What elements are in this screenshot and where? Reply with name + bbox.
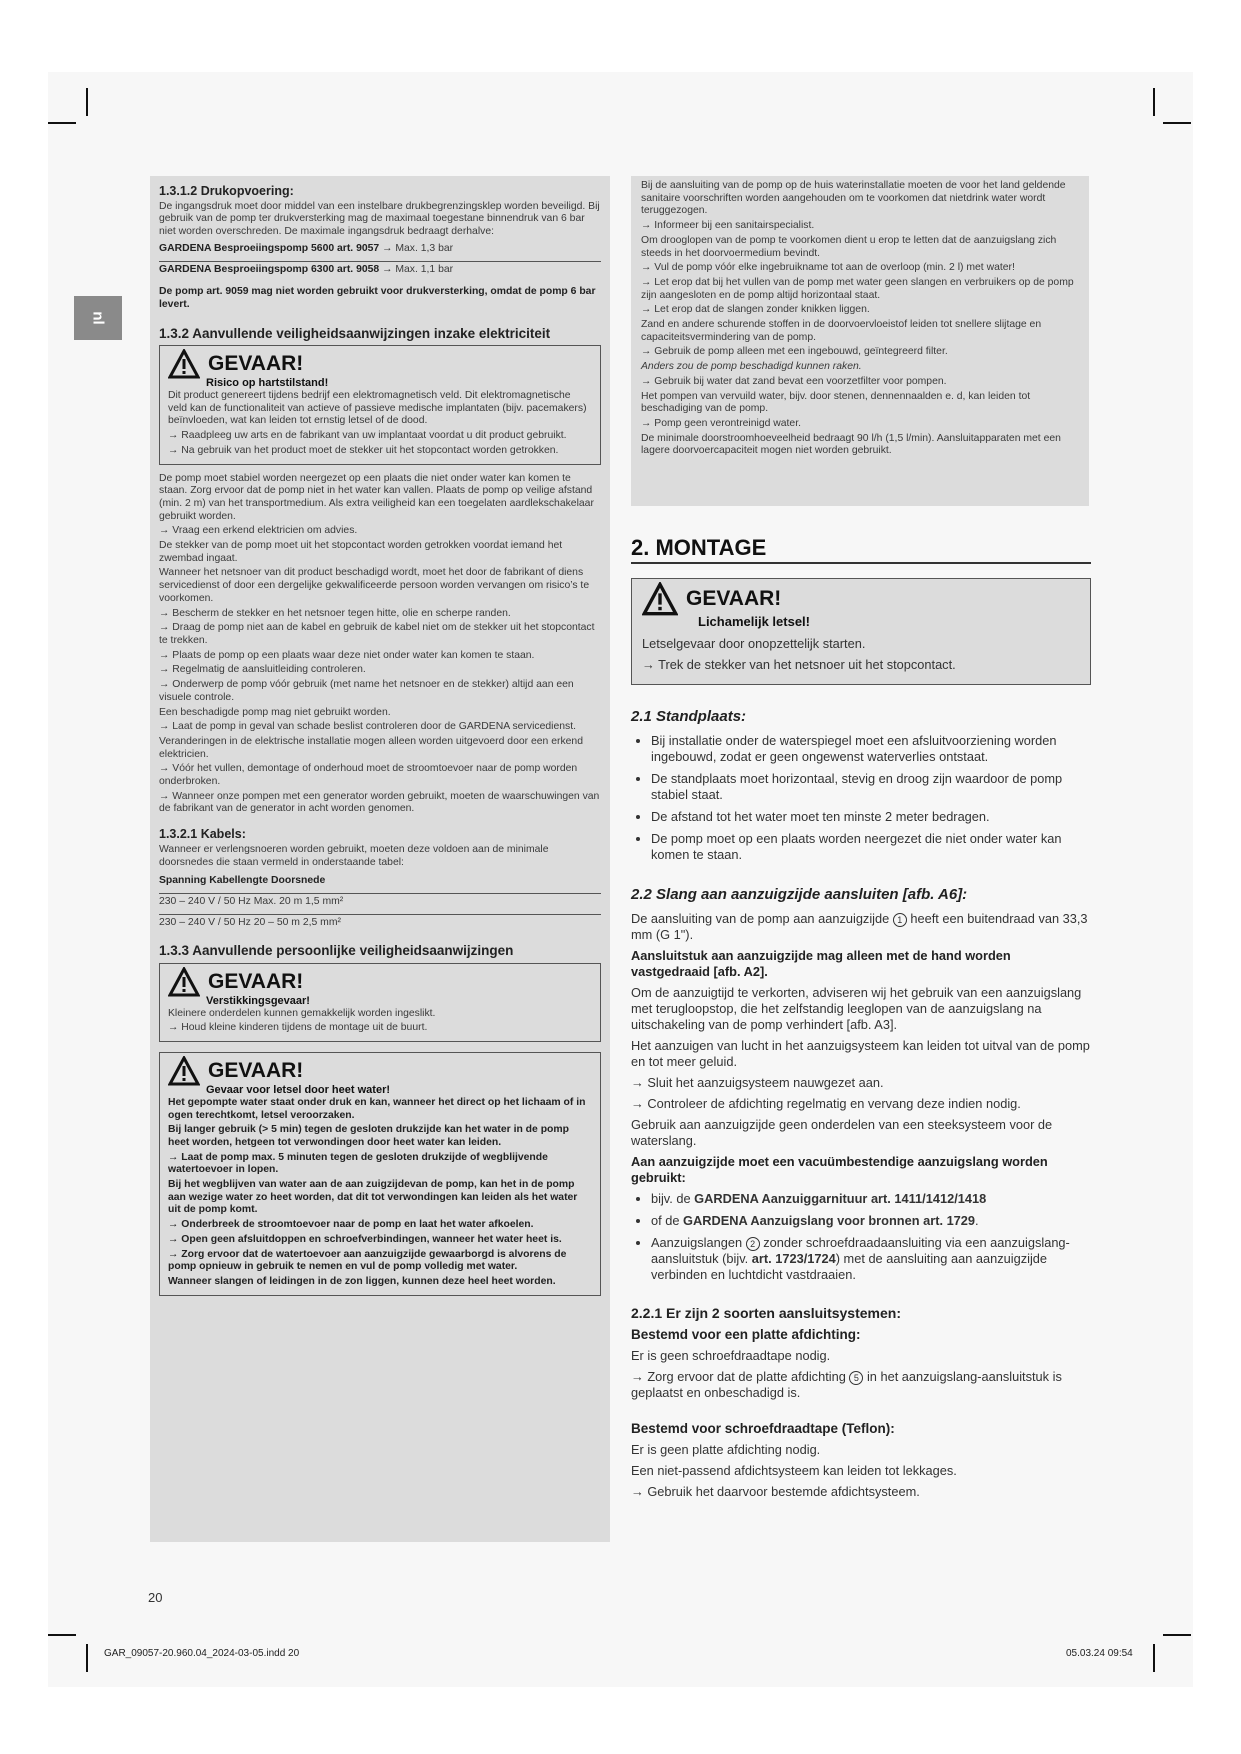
paragraph: Kleinere onderdelen kunnen gemakkelijk worden ingeslikt.	[168, 1007, 436, 1019]
instruction: → Raadpleeg uw arts en de fabrikant van uw implantaat voordat u dit product gebruikt.	[168, 430, 567, 442]
right-info-box	[631, 176, 1089, 506]
instruction: → Controleer de afdichting regelmatig en vervang deze indien nodig.	[631, 1096, 1021, 1111]
bullet-list	[631, 1191, 1091, 1283]
list-item: • bijv. de GARDENA Aanzuiggarnituur art. 1411/1412/1418	[651, 1191, 1091, 1207]
paragraph: Zand en andere schurende stoffen in de doorvoervloeistof leiden tot snellere slijtage en capaciteitsvermindering van de pomp.	[641, 319, 1042, 343]
instruction: → Houd kleine kinderen tijdens de montage uit de buurt.	[168, 1022, 428, 1034]
danger-title: GEVAAR!	[208, 352, 304, 376]
instruction: → Sluit het aanzuigsysteem nauwgezet aan.	[631, 1075, 884, 1090]
paragraph: De aansluiting van de pomp aan aanzuigzijde 1 heeft een buitendraad van 33,3 mm (G 1").	[631, 911, 1088, 942]
paragraph: Het gepompte water staat onder druk en kan, wanneer het direct op het lichaam of in ogen terechtkomt, letsel veroorzaken.	[168, 1096, 586, 1121]
instruction: → Draag de pomp niet aan de kabel en gebruik de kabel niet om de stekker uit het stopcontact te trekken.	[159, 622, 595, 646]
subsection-title: Bestemd voor schroefdraadtape (Teflon):	[631, 1421, 895, 1436]
section-title: 1.3.3 Aanvullende persoonlijke veiligheidsaanwijzingen	[159, 943, 514, 959]
danger-box	[159, 345, 601, 464]
section-title: 1.3.1.2 Drukopvoering:	[159, 184, 294, 198]
danger-box	[159, 1052, 601, 1296]
paragraph: Wanneer het netsnoer van dit product beschadigd wordt, moet het door de fabrikant of diens servicedienst of door een dergelijke gekwalificeerde persoon worden vervangen om risico’s te voorkomen.	[159, 567, 590, 604]
list-item: • De standplaats moet horizontaal, stevig en droog zijn waardoor de pomp stabiel staat.	[651, 771, 1091, 803]
warning-icon	[168, 967, 200, 997]
crop-mark	[48, 1634, 76, 1636]
instruction: → Informeer bij een sanitairspecialist.	[641, 220, 815, 232]
instruction: → Laat de pomp in geval van schade beslist controleren door de GARDENA servicedienst.	[159, 721, 577, 733]
paragraph: Gebruik aan aanzuigzijde geen onderdelen van een steeksysteem voor de waterslang.	[631, 1117, 1053, 1148]
instruction: → Trek de stekker van het netsnoer uit het stopcontact.	[642, 657, 956, 672]
list-item: • of de GARDENA Aanzuigslang voor bronnen art. 1729.	[651, 1213, 1091, 1229]
instruction: → Laat de pomp max. 5 minuten tegen de gesloten drukzijde of wegblijvende watertoevoer in lopen.	[168, 1151, 548, 1176]
list-item: • De pomp moet op een plaats worden neergezet die niet onder water kan komen te staan.	[651, 831, 1091, 863]
paragraph: Dit product genereert tijdens bedrijf een elektromagnetisch veld. Dit elektromagnetische veld kan de functionaliteit van actieve of passieve medische implantaten (bijv. pacemakers) beïnvloeden, wat kan leiden tot ernstig letsel of de dood.	[168, 390, 587, 427]
danger-subtitle: Risico op hartstilstand!	[206, 377, 329, 390]
section-title: 2.1 Standplaats:	[631, 708, 747, 725]
paragraph: De ingangsdruk moet door middel van een instelbare drukbegrenzingsklep worden beveiligd. Bij gebruik van de pomp ter drukversterking mag de maximaal toegestane binnendruk van 6 bar niet worden overschreden. De maximale ingangsdruk bedraagt derhalve:	[159, 200, 600, 238]
paragraph: Om drooglopen van de pomp te voorkomen dient u erop te letten dat de aanzuigslang zich steeds in het doorvoermedium bevindt.	[641, 234, 1057, 259]
paragraph: Om de aanzuigtijd te verkorten, adviseren wij het gebruik van een aanzuigslang met terugloopstop, die het zelfstandig leeglopen van de aanzuigslang na uitschakeling van de pomp verhindert [afb. A3].	[631, 985, 1082, 1032]
pump-spec: GARDENA Besproeiingspomp 6300 art. 9058 → Max. 1,1 bar	[159, 263, 454, 275]
paragraph: De stekker van de pomp moet uit het stopcontact worden getrokken voordat iemand het zwembad ingaat.	[159, 540, 563, 564]
paragraph: Er is geen platte afdichting nodig.	[631, 1442, 821, 1457]
language-tab: nl	[74, 296, 122, 340]
instruction: → Onderbreek de stroomtoevoer naar de pomp en laat het water afkoelen.	[168, 1219, 534, 1231]
instruction: → Zorg ervoor dat de platte afdichting 5 in het aanzuigslang-aansluitstuk is geplaatst en onbeschadigd is.	[631, 1369, 1062, 1400]
paragraph: Aansluitstuk aan aanzuigzijde mag alleen met de hand worden vastgedraaid [afb. A2].	[631, 948, 1011, 979]
callout-marker: 5	[849, 1371, 863, 1385]
instruction: → Plaats de pomp op een plaats waar deze niet onder water kan komen te staan.	[159, 649, 535, 661]
instruction: → Vul de pomp vóór elke ingebruikname tot aan de overloop (min. 2 l) met water!	[641, 262, 1015, 274]
paragraph: Wanneer er verlengsnoeren worden gebruikt, moeten deze voldoen aan de minimale doorsnedes die staan vermeld in onderstaande tabel:	[159, 843, 549, 868]
paragraph: Een beschadigde pomp mag niet gebruikt worden.	[159, 706, 391, 718]
instruction: → Open geen afsluitdoppen en schroefverbindingen, wanneer het water heet is.	[168, 1233, 562, 1245]
section-title: 1.3.2.1 Kabels:	[159, 827, 246, 842]
pump-spec: GARDENA Besproeiingspomp 5600 art. 9057 → Max. 1,3 bar	[159, 243, 601, 262]
table-row: 230 – 240 V / 50 Hz Max. 20 m 1,5 mm²	[159, 896, 601, 915]
warning-icon	[642, 582, 678, 616]
danger-box	[631, 578, 1091, 685]
paragraph: De pomp moet stabiel worden neergezet op een plaats die niet onder water kan komen te staan. Zorg ervoor dat de pomp niet in het water kan vallen. Plaats de pomp op veilige afstand (min. 2 m) van het transportmedium. Als extra veiligheid kan een toegelaten aardlekschakelaar gebruikt worden.	[159, 472, 594, 522]
paragraph: Veranderingen in de elektrische installatie mogen alleen worden uitgevoerd door een erkend elektricien.	[159, 735, 583, 760]
crop-mark	[86, 88, 88, 116]
list-item: • De afstand tot het water moet ten minste 2 meter bedragen.	[651, 809, 1091, 825]
instruction: → Na gebruik van het product moet de stekker uit het stopcontact worden getrokken.	[168, 444, 559, 456]
list-item: • Aanzuigslangen 2 zonder schroefdraadaansluiting via een aanzuigslang-aansluitstuk (bijv. art. 1723/1724) met de aansluiting aan aanzuigzijde verbinden en luchtdicht vastdraaien.	[651, 1235, 1091, 1283]
warning-icon	[168, 1056, 200, 1086]
paragraph: Er is geen schroefdraadtape nodig.	[631, 1348, 831, 1363]
bullet-list	[631, 733, 1091, 863]
crop-mark	[1163, 1634, 1191, 1636]
instruction: → Zorg ervoor dat de watertoevoer aan aanzuigzijde gewaarborgd is alvorens de pomp opnieuw in gebruik te nemen en vul de pomp volledig met water.	[168, 1248, 567, 1273]
crop-mark	[86, 1644, 88, 1672]
footer-file: GAR_09057-20.960.04_2024-03-05.indd 20	[104, 1648, 300, 1659]
callout-marker: 2	[746, 1237, 760, 1251]
paragraph: Het pompen van vervuild water, bijv. door stenen, dennennaalden e. d, kan leiden tot beschadiging van de pomp.	[641, 390, 1031, 415]
crop-mark	[1153, 1644, 1155, 1672]
instruction: → Onderwerp de pomp vóór gebruik (met name het netsnoer en de stekker) altijd aan een visuele controle.	[159, 679, 574, 703]
danger-title: GEVAAR!	[208, 970, 304, 994]
danger-title: GEVAAR!	[208, 1059, 304, 1083]
footer-date: 05.03.24 09:54	[1066, 1648, 1133, 1659]
instruction: → Pomp geen verontreinigd water.	[641, 417, 801, 429]
instruction: → Vraag een erkend elektricien om advies.	[159, 525, 358, 537]
paragraph: De minimale doorstroomhoeveelheid bedraagt 90 l/h (1,5 l/min). Aansluitapparaten met een lagere doorvoercapaciteit mogen niet worden gebruikt.	[641, 432, 1061, 457]
paragraph: Bij het wegblijven van water aan de aan zuigzijdevan de pomp, kan het in de pomp aan wezige water zo heet worden, dat dit tot verwondingen kan leiden als het water uit de pomp komt.	[168, 1179, 578, 1216]
subsection-title: Bestemd voor een platte afdichting:	[631, 1327, 861, 1342]
paragraph: Wanneer slangen of leidingen in de zon liggen, kunnen deze heel heet worden.	[168, 1276, 556, 1287]
instruction: → Vóór het vullen, demontage of onderhoud moet de stroomtoevoer naar de pomp worden onderbroken.	[159, 763, 578, 788]
section-title: 2.2.1 Er zijn 2 soorten aansluitsystemen:	[631, 1305, 901, 1321]
paragraph: Het aanzuigen van lucht in het aanzuigsysteem kan leiden tot uitval van de pomp en tot meer geluid.	[631, 1038, 1090, 1069]
right-column	[631, 535, 1091, 1505]
table-row: 230 – 240 V / 50 Hz 20 – 50 m 2,5 mm²	[159, 916, 341, 928]
instruction: → Gebruik het daarvoor bestemde afdichtsysteem.	[631, 1484, 920, 1499]
section-title: 1.3.2 Aanvullende veiligheidsaanwijzingen inzake elektriciteit	[159, 325, 551, 341]
danger-box	[159, 963, 601, 1042]
danger-subtitle: Lichamelijk letsel!	[698, 614, 810, 629]
crop-mark	[1163, 122, 1191, 124]
instruction: → Bescherm de stekker en het netsnoer tegen hitte, olie en scherpe randen.	[159, 607, 511, 619]
page-number: 20	[148, 1590, 163, 1605]
instruction: → Gebruik bij water dat zand bevat een voorzetfilter voor pompen.	[641, 375, 947, 387]
danger-title: GEVAAR!	[686, 587, 782, 610]
crop-mark	[1153, 88, 1155, 116]
danger-subtitle: Gevaar voor letsel door heet water!	[206, 1084, 391, 1097]
paragraph: Anders zou de pomp beschadigd kunnen raken.	[641, 361, 862, 373]
instruction: → Wanneer onze pompen met een generator worden gebruikt, moeten de waarschuwingen van de fabrikant van de generator in acht worden genomen.	[159, 790, 600, 815]
paragraph: Bij de aansluiting van de pomp op de huis waterinstallatie moeten de voor het land geldende sanitaire voorschriften worden aangehouden om te voorkomen dat nietdrink water wordt teruggezogen.	[641, 180, 1066, 217]
paragraph: Letselgevaar door onopzettelijk starten.	[642, 636, 866, 651]
callout-marker: 1	[893, 913, 907, 927]
warning-icon	[168, 349, 200, 379]
section-title: 2.2 Slang aan aanzuigzijde aansluiten [afb. A6]:	[631, 886, 968, 903]
instruction: → Regelmatig de aansluitleiding controleren.	[159, 664, 366, 676]
crop-mark	[48, 122, 76, 124]
left-column	[150, 176, 610, 1542]
list-item: • Bij installatie onder de waterspiegel moet een afsluitvoorziening worden ingebouwd, zodat er geen ongewenst waterverlies ontstaat.	[651, 733, 1091, 765]
instruction: → Gebruik de pomp alleen met een ingebouwd, geïntegreerd filter.	[641, 346, 948, 358]
instruction: → Let erop dat bij het vullen van de pomp met water geen slangen en verbruikers op de pomp zijn aangesloten en de pomp altijd horizontaal staat.	[641, 276, 1074, 301]
paragraph: Aan aanzuigzijde moet een vacuümbestendige aanzuigslang worden gebruikt:	[631, 1154, 1048, 1185]
chapter-title: 2. MONTAGE	[631, 540, 1091, 564]
danger-subtitle: Verstikkingsgevaar!	[206, 995, 310, 1008]
paragraph: Een niet-passend afdichtsysteem kan leiden tot lekkages.	[631, 1463, 957, 1478]
instruction: → Let erop dat de slangen zonder knikken liggen.	[641, 304, 870, 316]
note: De pomp art. 9059 mag niet worden gebruikt voor drukversterking, omdat de pomp 6 bar levert.	[159, 286, 596, 310]
table-header: Spanning Kabellengte Doorsnede	[159, 875, 601, 894]
paragraph: Bij langer gebruik (> 5 min) tegen de gesloten drukzijde kan het water in de pomp heet worden, hetgeen tot verwondingen door heet water kan leiden.	[168, 1124, 569, 1148]
